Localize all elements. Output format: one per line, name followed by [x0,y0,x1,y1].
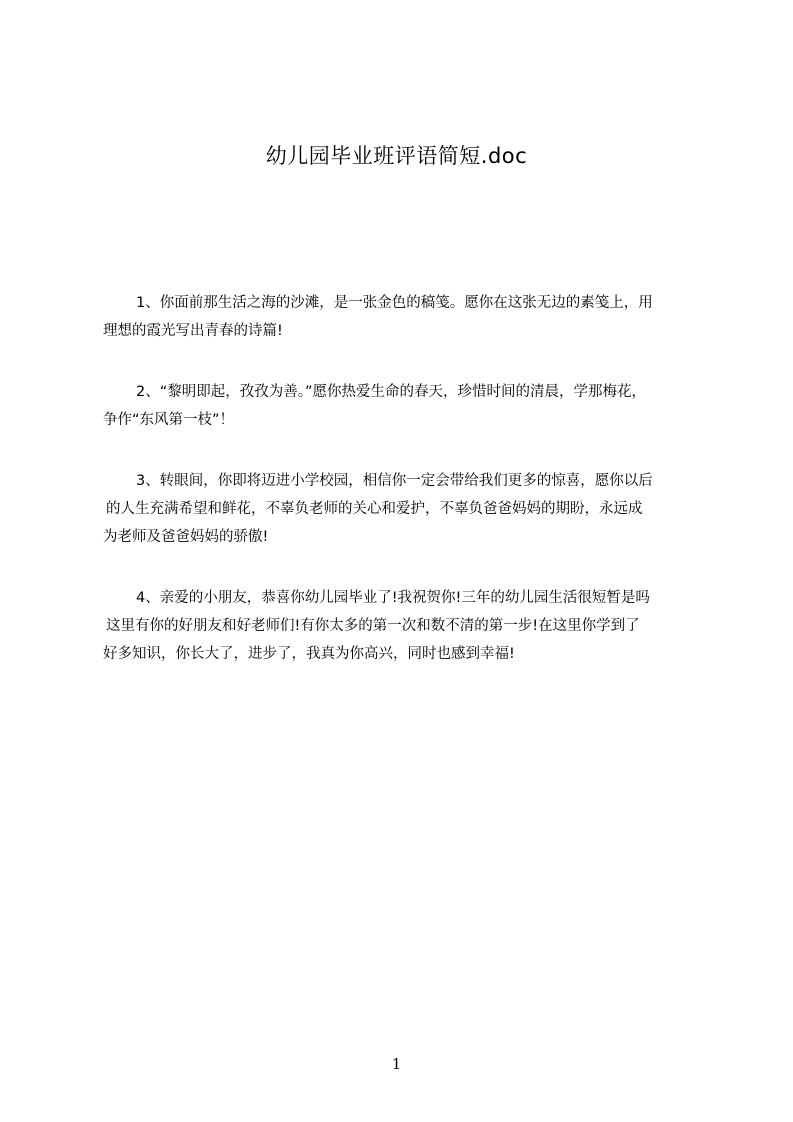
paragraph-4 [103,584,711,668]
paragraph-line: 4、亲爱的小朋友，恭喜你幼儿园毕业了!我祝贺你!三年的幼儿园生活很短暂是吗 [136,590,650,606]
paragraph-line: 为老师及爸爸妈妈的骄傲! [103,529,269,545]
paragraph-1 [103,289,711,345]
document-title: 幼儿园毕业班评语简短.doc [265,144,528,168]
paragraph-line: 2、“黎明即起，孜孜为善。”愿你热爱生命的春天，珍惜时间的清晨，学那梅花， [136,384,646,400]
paragraph-line: 好多知识，你长大了，进步了，我真为你高兴，同时也感到幸福! [103,646,515,662]
paragraph-line: 1、你面前那生活之海的沙滩，是一张金色的稿笺。愿你在这张无边的素笺上，用 [136,295,653,311]
paragraph-3 [103,467,711,551]
page-number: 1 [391,1055,402,1073]
paragraph-2 [103,378,711,434]
paragraph-line: 3、转眼间，你即将迈进小学校园，相信你一定会带给我们更多的惊喜，愿你以后 [136,473,653,489]
paragraph-line: 理想的霞光写出青春的诗篇! [103,323,283,339]
paragraph-line: 争作“东风第一枝”！ [103,412,235,428]
paragraph-line: 这里有你的好朋友和好老师们!有你太多的第一次和数不清的第一步!在这里你学到了 [106,618,640,634]
paragraph-line: 的人生充满希望和鲜花，不辜负老师的关心和爱护，不辜负爸爸妈妈的期盼，永远成 [106,501,643,517]
document-body [103,289,711,701]
